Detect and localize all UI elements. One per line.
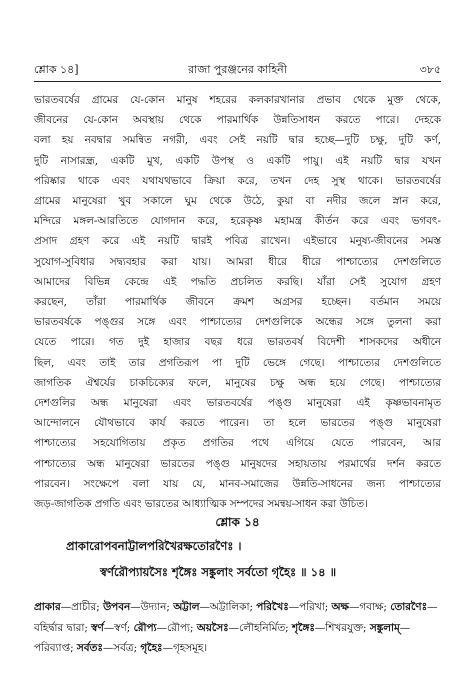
synonym-meaning: উদ্যান — [140, 601, 167, 613]
synonym-meaning: শিখরযুক্ত — [325, 621, 364, 634]
paragraph-line: জীবনের যে-কোন অবস্থায় থেকে পারমার্থিক উন্নতিসাধন করতে পারে। দেহকে — [34, 114, 441, 127]
paragraph-line: আমাদের বিভিন্ন কেন্দ্রে এই পদ্ধতি প্রচলিত করছি। যাঁরা সেই সুযোগ গ্রহণ — [34, 275, 441, 288]
synonym-term: সর্বতঃ — [76, 642, 103, 654]
paragraph-line: করছেন, তাঁরা পারমার্থিক জীবনে ক্রমশ অগ্রসর হচ্ছেন। বর্তমান সময়ে — [34, 296, 441, 309]
synonym-meaning: প্রাচীর — [71, 601, 97, 613]
synonym-term: গৃহৈঃ — [140, 642, 163, 654]
synonym-term: পরিখৈঃ — [256, 601, 289, 613]
paragraph-line: বলা হয় নবদ্বার সমন্বিত নগরী, এবং সেই নয়টি দ্বার হচ্ছে—দুটি চক্ষু, দুটি কর্ণ, — [34, 134, 441, 147]
synonym-meaning: গৃহসমূহ — [172, 642, 204, 654]
purport-paragraph — [34, 90, 441, 514]
synonym-meaning: স্বর্ণ — [114, 621, 127, 634]
verse-line-2: স্বর্ণরৌপ্যায়সৈঃ শৃঙ্গৈঃ সঙ্কুলাং সর্বতো গৃহৈঃ ॥ ১৪ ॥ — [100, 565, 337, 579]
paragraph-line: পাশ্চাত্যের অন্ধ মানুষেরা ভারতের পঙ্গু মানুষদের সহায়তায় পরমার্থের দর্শন করতে — [34, 457, 441, 470]
verse-reference: শ্লোক ১৪] — [34, 63, 79, 76]
paragraph-line: যেতে পারে। গত দুই হাজার বছর ধরে ভারতবর্ষ বিদেশী শাসকদের অধীনে — [34, 336, 441, 349]
header-divider — [34, 81, 441, 82]
synonym-meaning: পরিব্যাপ্ত — [34, 642, 71, 654]
paragraph-line: জাগতিক ঐশ্বর্যের চাকচিক্যের ফলে, মানুষের চক্ষু অন্ধ হয়ে গেছে। পাশ্চাত্যের — [34, 376, 441, 389]
page-number: ৩৮৫ — [419, 63, 441, 76]
synonym-meaning: সর্বত্র — [113, 642, 134, 654]
synonym-term: সঙ্কুলাম্ — [369, 621, 400, 634]
chapter-title: রাজা পুরঞ্জনের কাহিনী — [188, 63, 287, 76]
synonym-term: অক্ষ — [331, 601, 349, 613]
paragraph-line: ভারতবর্ষকে পঙ্গুর সঙ্গে এবং পাশ্চাত্যের দেশগুলিকে অন্ধের সঙ্গে তুলনা করা — [34, 316, 441, 329]
paragraph-line: প্রসাদ গ্রহণ করে এই নয়টি দ্বারই পবিত্র রাখেন। এইভাবে মনুষ্য-জীবনের সমস্ত — [34, 235, 441, 248]
paragraph-line: আন্দোলনে যৌথভাবে কার্য করতে পারেন। তা হলে ভারতের পঙ্গু মানুষেরা — [34, 417, 441, 430]
word-for-word-synonyms: প্রাকার—প্রাচীর; উপবন—উদ্যান; অট্টাল—অট্টালিকা; পরিখৈঃ—পরিখা; অক্ষ—গবাক্ষ; তোরণৈঃ—বহির্দ্বার দ্বারা; স্বর্ণ—স্বর্ণ; রৌপ্য—রৌপ্য; অয়সৈঃ—লৌহনির্মিত; শৃঙ্গৈঃ—শিখরযুক্ত; সঙ্কুলাম্—পরিব্যাপ্ত; সর্বতঃ—সর্বত্র; গৃহৈঃ—গৃহসমূহ। — [34, 601, 438, 654]
synonym-meaning: বহির্দ্বার দ্বারা — [34, 621, 85, 634]
synonym-meaning: গবাক্ষ — [359, 601, 384, 613]
paragraph-line: দেশগুলির অন্ধ মানুষেরা এবং ভারতবর্ষের পঙ্গু মানুষেরা এই কৃষ্ণভাবনামৃত — [34, 397, 441, 410]
synonym-term: স্বর্ণ — [91, 621, 104, 634]
paragraph-line: দুটি নাসারন্ধ্র, একটি মুখ, একটি উপস্থ ও একটি পায়ু। এই নয়টি দ্বার যখন — [34, 154, 441, 167]
synonym-meaning: লৌহনির্মিত — [239, 621, 286, 634]
synonym-term: উপবন — [103, 601, 131, 613]
paragraph-line: সুযোগ-সুবিধার সদ্ব্যবহার করা যায়। আমরা ধীরে ধীরে পাশ্চাত্যের দেশগুলিতে — [34, 255, 441, 268]
paragraph-line: ছিল, এবং তাই তার প্রগতিরূপ পা দুটি ভেঙ্গে গেছে। পাশ্চাত্যের দেশগুলিতে — [34, 356, 441, 369]
synonym-meaning: রৌপ্য — [166, 621, 190, 634]
synonym-term: অট্টাল — [173, 601, 200, 613]
synonym-meaning: পরিখা — [299, 601, 325, 613]
paragraph-line: জড়-জাগতিক প্রগতি এবং ভারতের আধ্যাত্মিক সম্পদের সমন্বয়-সাধন করা উচিত। — [34, 498, 368, 511]
synonym-term: প্রাকার — [34, 601, 61, 613]
paragraph-line: পারবেন। সংক্ষেপে বলা যায় যে, মানব-সমাজের উন্নতি-সাধনের জন্য পাশ্চাত্যের — [34, 477, 441, 490]
paragraph-line: মন্দিরে মঙ্গল-আরতিতে যোগদান করে, হরেকৃষ্ণ মহামন্ত্র কীর্তন করে এবং ভগবৎ- — [34, 215, 441, 228]
synonym-term: তোরণৈঃ — [390, 601, 428, 613]
paragraph-line: পরিষ্কার থাকে এবং যথাযথভাবে ক্রিয়া করে, তখন দেহ সুস্থ থাকে। ভারতবর্ষের — [34, 174, 441, 187]
synonym-term: রৌপ্য — [133, 621, 157, 634]
paragraph-line: গ্রামের মানুষেরা খুব সকালে ঘুম থেকে উঠে, কুয়া বা নদীর জলে স্নান করে, — [34, 195, 441, 208]
synonym-term: অয়সৈঃ — [196, 621, 229, 634]
synonym-term: শৃঙ্গৈঃ — [291, 621, 315, 634]
running-header — [34, 62, 441, 78]
paragraph-line: পাশ্চাত্যের সহযোগিতায় প্রকৃত প্রগতির পথে এগিয়ে যেতে পারবেন, আর — [34, 437, 441, 450]
verse-line-1: প্রাকারোপবনাট্টালপরিখৈরক্ষতোরণৈঃ । — [66, 539, 242, 553]
paragraph-line: ভারতবর্ষের গ্রামের যে-কোন মানুষ শহরের কলকারখানার প্রভাব থেকে মুক্ত থেকে, — [34, 94, 441, 106]
verse-title: শ্লোক ১৪ — [215, 515, 260, 529]
synonym-meaning: অট্টালিকা — [209, 601, 250, 613]
